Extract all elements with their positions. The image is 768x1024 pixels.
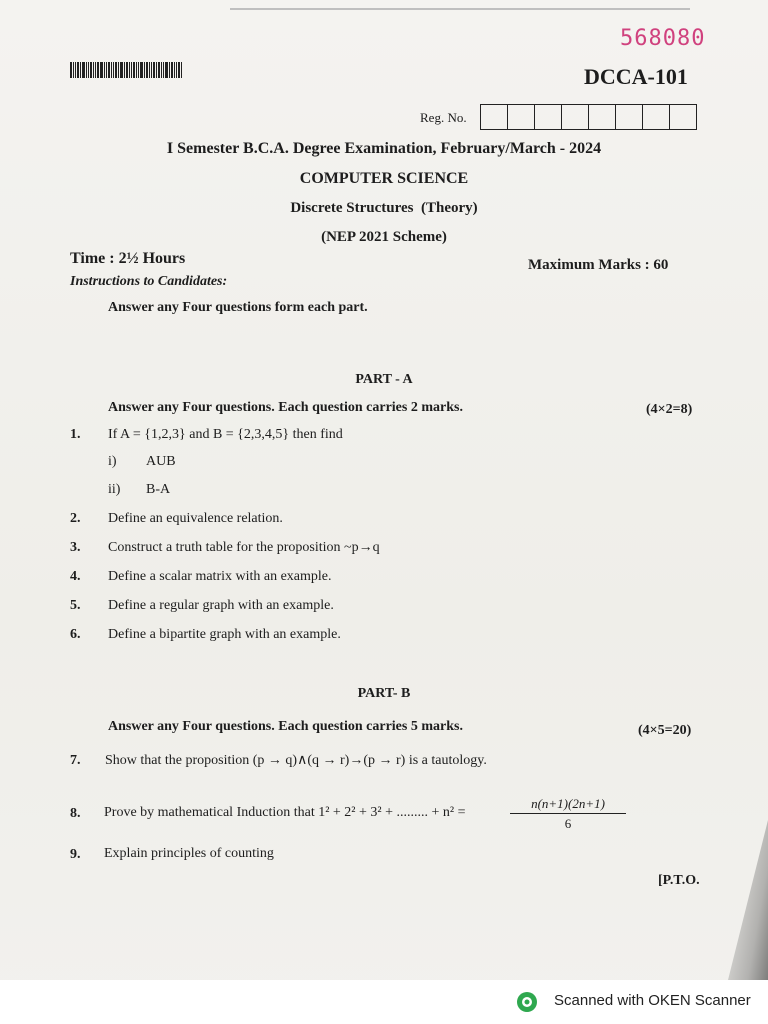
question-text: Define a bipartite graph with an example. (108, 627, 341, 642)
scheme-title: (NEP 2021 Scheme) (321, 229, 447, 245)
page-curl-shadow (728, 820, 768, 980)
barcode-bar (138, 62, 139, 78)
part-b-marks: (4×5=20) (638, 723, 692, 738)
question-text: Define a regular graph with an example. (108, 598, 334, 613)
question-number: 1. (70, 427, 81, 442)
barcode-bar (86, 62, 87, 78)
question-text: Show that the proposition (p → q)∧(q → r)→(p → r) is a tautology. (105, 753, 487, 768)
reg-no-boxes (480, 104, 697, 130)
reg-no-label: Reg. No. (420, 110, 467, 125)
barcode-bar (161, 62, 162, 78)
question-text: Prove by mathematical Induction that 1² + 2² + 3² + ......... + n² = (104, 805, 466, 820)
part-a-heading: PART - A (355, 372, 413, 387)
serial-number: 568080 (620, 26, 706, 51)
barcode-bar (176, 62, 177, 78)
barcode-bar (75, 62, 76, 78)
question-number: 4. (70, 569, 81, 584)
barcode-bar (146, 62, 148, 78)
barcode-bar (70, 62, 72, 78)
question-number: 5. (70, 598, 81, 613)
barcode-bar (126, 62, 128, 78)
barcode-bar (136, 62, 137, 78)
barcode-bar (149, 62, 150, 78)
barcode-bar (120, 62, 123, 78)
time-duration: Time : 2½ Hours (70, 250, 186, 267)
barcode-bar (115, 62, 117, 78)
paper-code: DCCA-101 (584, 64, 688, 89)
paper-title: Discrete Structures (Theory) (290, 200, 478, 216)
barcode-bar (100, 62, 103, 78)
instructions-text: Answer any Four questions form each part. (108, 300, 368, 315)
barcode-bar (73, 62, 74, 78)
question-number: 2. (70, 511, 81, 526)
reg-no-box (589, 105, 616, 129)
subject-title: COMPUTER SCIENCE (299, 170, 469, 187)
question-text: Construct a truth table for the proposition ~p→q (108, 540, 380, 555)
reg-no-box (670, 105, 696, 129)
barcode-bar (95, 62, 96, 78)
reg-no-box (481, 105, 508, 129)
reg-no-box (508, 105, 535, 129)
question-number: 3. (70, 540, 81, 555)
barcode-bar (90, 62, 92, 78)
pto-label: [P.T.O. (658, 873, 700, 888)
barcode-bar (140, 62, 143, 78)
barcode-bar (106, 62, 107, 78)
formula-denominator: 6 (564, 816, 572, 831)
barcode-image (70, 62, 208, 78)
barcode-bar (178, 62, 180, 78)
barcode-bar (97, 62, 99, 78)
barcode-bar (153, 62, 155, 78)
barcode-bar (158, 62, 160, 78)
reg-no-box (643, 105, 670, 129)
barcode-bar (163, 62, 164, 78)
barcode-bar (124, 62, 125, 78)
reg-no-box (562, 105, 589, 129)
barcode-bar (133, 62, 135, 78)
question-text: Define an equivalence relation. (108, 511, 283, 526)
barcode-bar (156, 62, 157, 78)
question-number: 6. (70, 627, 81, 642)
part-b-instruction: Answer any Four questions. Each question carries 5 marks. (108, 719, 463, 734)
barcode-bar (80, 62, 81, 78)
question-text: If A = {1,2,3} and B = {2,3,4,5} then find (108, 427, 343, 442)
barcode-bar (169, 62, 170, 78)
barcode-bar (171, 62, 173, 78)
barcode-bar (113, 62, 114, 78)
barcode-bar (174, 62, 175, 78)
scanner-logo-icon (516, 991, 538, 1013)
scanner-watermark-text: Scanned with OKEN Scanner (554, 992, 751, 1009)
barcode-bar (181, 62, 182, 78)
barcode-bar (118, 62, 119, 78)
sub-question-number: i) (108, 454, 117, 469)
question-text: Define a scalar matrix with an example. (108, 569, 332, 584)
maximum-marks: Maximum Marks : 60 (528, 257, 669, 273)
exam-title: I Semester B.C.A. Degree Examination, February/March - 2024 (166, 140, 602, 157)
sub-question-text: B-A (146, 482, 171, 497)
induction-formula-fraction (510, 796, 626, 832)
top-edge-line (230, 8, 690, 10)
reg-no-box (616, 105, 643, 129)
barcode-bar (165, 62, 168, 78)
sub-question-text: AUB (146, 454, 176, 469)
question-text: Explain principles of counting (104, 846, 274, 861)
question-number: 9. (70, 847, 81, 862)
barcode-bar (131, 62, 132, 78)
barcode-bar (151, 62, 152, 78)
barcode-bar (144, 62, 145, 78)
barcode-bar (77, 62, 79, 78)
barcode-bar (108, 62, 110, 78)
barcode-bar (129, 62, 130, 78)
instructions-heading: Instructions to Candidates: (70, 274, 228, 289)
barcode-bar (93, 62, 94, 78)
barcode-bar (88, 62, 89, 78)
barcode-bar (104, 62, 105, 78)
question-number: 7. (70, 753, 81, 768)
part-b-heading: PART- B (357, 686, 411, 701)
part-a-marks: (4×2=8) (646, 402, 693, 417)
question-number: 8. (70, 806, 81, 821)
sub-question-number: ii) (108, 482, 121, 497)
barcode-bar (82, 62, 85, 78)
barcode-bar (111, 62, 112, 78)
formula-numerator: n(n+1)(2n+1) (510, 796, 626, 814)
part-a-instruction: Answer any Four questions. Each question carries 2 marks. (108, 400, 463, 415)
reg-no-box (535, 105, 562, 129)
